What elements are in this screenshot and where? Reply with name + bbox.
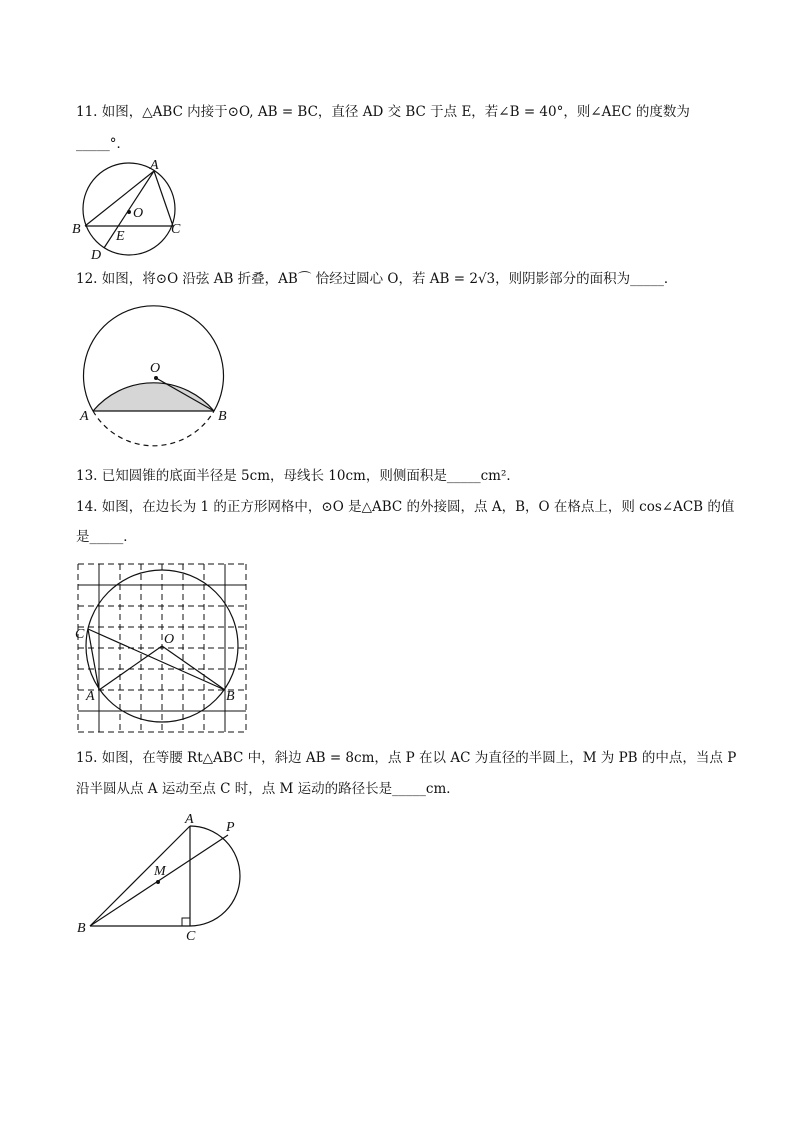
q14-label-o: O [164, 632, 175, 647]
q12-text-line1: 12. 如图，将⊙O 沿弦 AB 折叠，AB⌒ 恰经过圆心 O，若 AB = 2√3，则阴影部分的面积为_____． [76, 271, 678, 287]
q12-shaded-region [93, 383, 214, 411]
q15-figure [74, 808, 254, 943]
q11-label-c: C [171, 222, 181, 237]
q11-label-a: A [150, 158, 159, 173]
q11-segment-ab [85, 171, 154, 226]
q12-label-o: O [150, 361, 161, 376]
q14-grid [78, 564, 246, 732]
q14-figure [70, 556, 260, 738]
q11-text-line2: _____°． [76, 136, 130, 152]
q11-text-line1: 11. 如图，△ABC 内接于⊙O, AB = BC，直径 AD 交 BC 于点 E，若∠B = 40°，则∠AEC 的度数为 [76, 104, 690, 120]
q15-semicircle [190, 826, 240, 926]
q12-dashed-arc [93, 411, 214, 446]
q15-label-a: A [185, 812, 194, 827]
q14-text-line2: 是_____． [76, 529, 137, 545]
q11-diameter-ad [104, 171, 154, 248]
q11-center-point [127, 210, 131, 214]
q15-label-p: P [226, 820, 235, 835]
q15-label-b: B [77, 921, 86, 936]
q15-text-line2: 沿半圆从点 A 运动至点 C 时，点 M 运动的路径长是_____cm． [76, 781, 460, 797]
q15-text-line1: 15. 如图，在等腰 Rt△ABC 中，斜边 AB = 8cm，点 P 在以 AC 为直径的半圆上，M 为 PB 的中点，当点 P [76, 750, 737, 766]
q12-label-a: A [80, 409, 89, 424]
q11-label-o: O [133, 206, 144, 221]
q14-label-c: C [75, 627, 85, 642]
q11-label-b: B [72, 222, 81, 237]
q12-label-b: B [218, 409, 227, 424]
q13-text-line1: 13. 已知圆锥的底面半径是 5cm，母线长 10cm，则侧面积是_____cm²． [76, 468, 520, 484]
q12-center-point [154, 376, 158, 380]
q14-label-a: A [86, 689, 95, 704]
q15-segment-ab [90, 826, 190, 926]
q11-label-e: E [116, 229, 125, 244]
q14-segment-ob [162, 646, 225, 690]
q14-text-line1: 14. 如图，在边长为 1 的正方形网格中，⊙O 是△ABC 的外接圆，点 A，B，O 在格点上，则 cos∠ACB 的值 [76, 499, 735, 515]
q15-label-m: M [154, 864, 166, 879]
q15-midpoint-m [156, 880, 160, 884]
q15-label-c: C [186, 929, 196, 943]
q14-segment-ao [99, 646, 162, 690]
q11-label-d: D [91, 248, 102, 263]
q14-segment-ca [88, 629, 99, 690]
q14-label-b: B [226, 689, 235, 704]
q11-figure [66, 156, 196, 264]
q12-figure [74, 296, 244, 456]
q15-right-angle-mark [182, 918, 190, 926]
